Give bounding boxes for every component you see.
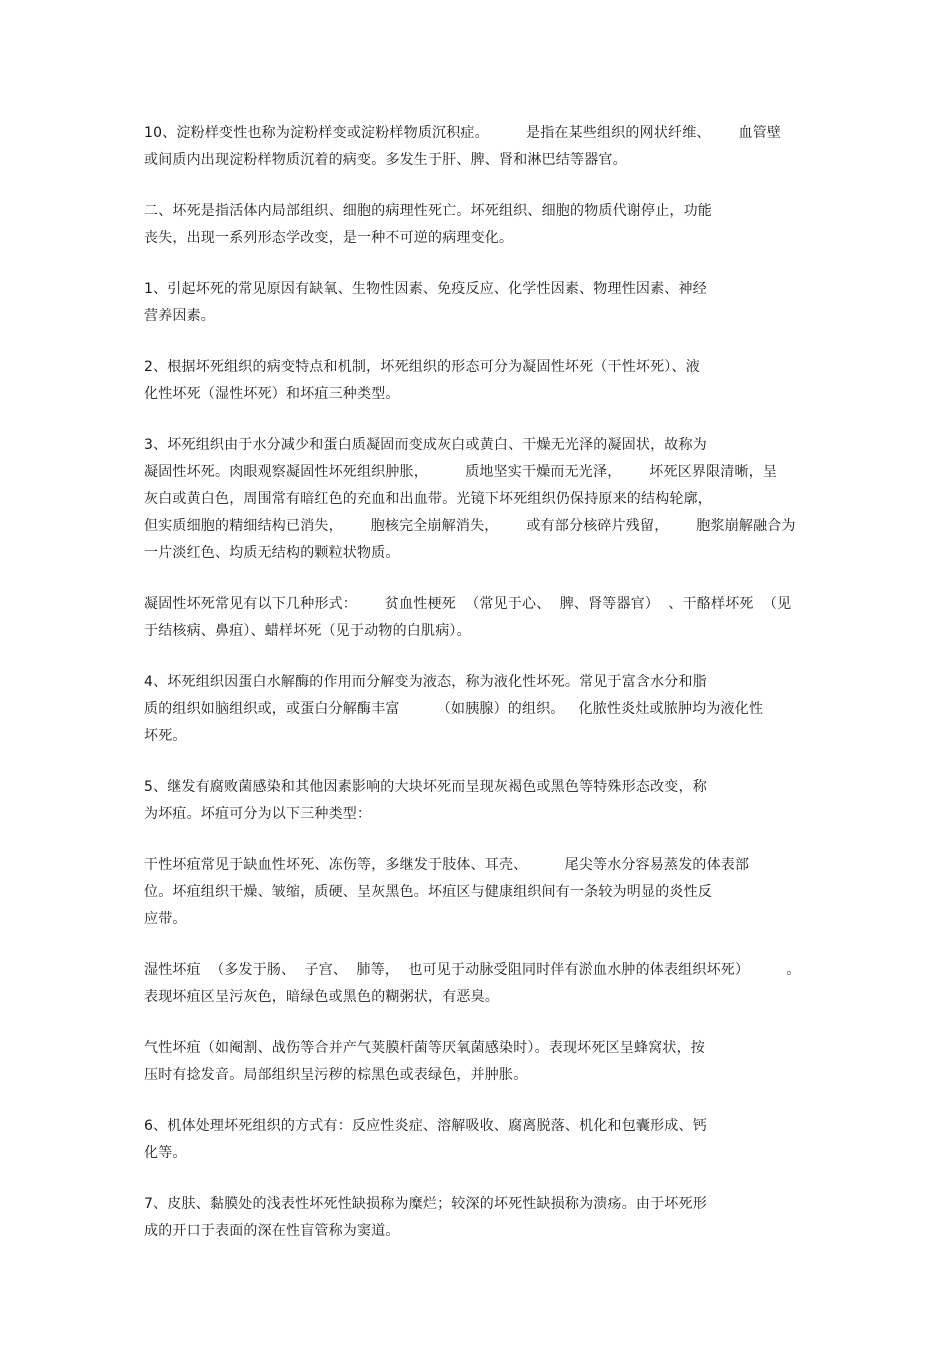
text-line: 3、坏死组织由于水分减少和蛋白质凝固而变成灰白或黄白、干燥无光泽的凝固状，故称为 (144, 437, 707, 453)
text-line: 但实质细胞的精细结构已消失， 胞核完全崩解消失， 或有部分核碎片残留， 胞浆崩解融合为 (144, 518, 796, 534)
document-body (144, 120, 809, 1269)
text-line: 1、引起坏死的常见原因有缺氧、生物性因素、免疫反应、化学性因素、物理性因素、神经 (144, 281, 707, 297)
text-line: 4、坏死组织因蛋白水解酶的作用而分解变为液态，称为液化性坏死。常见于富含水分和脂 (144, 674, 707, 690)
text-line: 应带。 (144, 911, 187, 927)
text-line: 2、根据坏死组织的病变特点和机制，坏死组织的形态可分为凝固性坏死（干性坏死）、液 (144, 359, 700, 375)
text-line: 干性坏疽常见于缺血性坏死、冻伤等，多继发于肢体、耳壳、 尾尖等水分容易蒸发的体表部 (144, 857, 750, 873)
text-line: 为坏疽。坏疽可分为以下三种类型： (144, 806, 372, 822)
paragraph (144, 1113, 809, 1167)
text-line: 灰白或黄白色，周围常有暗红色的充血和出血带。光镜下坏死组织仍保持原来的结构轮廓， (144, 491, 712, 507)
text-line: 5、继发有腐败菌感染和其他因素影响的大块坏死而呈现灰褐色或黑色等特殊形态改变，称 (144, 779, 707, 795)
text-line: 一片淡红色、均质无结构的颗粒状物质。 (144, 545, 400, 561)
paragraph (144, 1191, 809, 1245)
text-line: 于结核病、鼻疽）、蜡样坏死（见于动物的白肌病）。 (144, 623, 471, 639)
paragraph (144, 957, 809, 1011)
text-line: 6、机体处理坏死组织的方式有：反应性炎症、溶解吸收、腐离脱落、机化和包囊形成、钙 (144, 1118, 707, 1134)
paragraph (144, 852, 809, 933)
text-line: 气性坏疽（如阉割、战伤等合并产气荚膜杆菌等厌氧菌感染时）。表现坏死区呈蜂窝状，按 (144, 1040, 705, 1056)
text-line: 化性坏死（湿性坏死）和坏疽三种类型。 (144, 386, 400, 402)
text-line: 坏死。 (144, 728, 187, 744)
text-line: 质的组织如脑组织或，或蛋白分解酶丰富 （如胰腺）的组织。 化脓性炎灶或脓肿均为液化性 (144, 701, 764, 717)
paragraph (144, 432, 809, 567)
text-line: 二、坏死是指活体内局部组织、细胞的病理性死亡。坏死组织、细胞的物质代谢停止，功能 (144, 203, 712, 219)
text-line: 凝固性坏死。肉眼观察凝固性坏死组织肿胀， 质地坚实干燥而无光泽， 坏死区界限清晰，呈 (144, 464, 778, 480)
paragraph (144, 198, 809, 252)
text-line: 丧失，出现一系列形态学改变，是一种不可逆的病理变化。 (144, 230, 514, 246)
paragraph (144, 1035, 809, 1089)
text-line: 或间质内出现淀粉样物质沉着的病变。多发生于肝、脾、肾和淋巴结等器官。 (144, 152, 627, 168)
paragraph (144, 774, 809, 828)
text-line: 10、淀粉样变性也称为淀粉样变或淀粉样物质沉积症。 是指在某些组织的网状纤维、 血管壁 (144, 125, 782, 141)
paragraph (144, 276, 809, 330)
text-line: 成的开口于表面的深在性盲管称为窦道。 (144, 1223, 400, 1239)
text-line: 表现坏疽区呈污灰色，暗绿色或黑色的糊粥状，有恶臭。 (144, 989, 499, 1005)
text-line: 化等。 (144, 1145, 187, 1161)
text-line: 湿性坏疽 （多发于肠、 子宫、 肺等， 也可见于动脉受阻同时伴有淤血水肿的体表组织坏死） 。 (144, 962, 801, 978)
paragraph (144, 591, 809, 645)
paragraph (144, 120, 809, 174)
text-line: 凝固性坏死常见有以下几种形式： 贫血性梗死 （常见于心、 脾、肾等器官） 、干酪样坏死 （见 (144, 596, 792, 612)
text-line: 7、皮肤、黏膜处的浅表性坏死性缺损称为糜烂；较深的坏死性缺损称为溃疡。由于坏死形 (144, 1196, 707, 1212)
text-line: 压时有捻发音。局部组织呈污秽的棕黑色或表绿色，并肿胀。 (144, 1067, 528, 1083)
paragraph (144, 354, 809, 408)
text-line: 营养因素。 (144, 308, 215, 324)
text-line: 位。坏疽组织干燥、皱缩，质硬、呈灰黑色。坏疽区与健康组织间有一条较为明显的炎性反 (144, 884, 712, 900)
paragraph (144, 669, 809, 750)
